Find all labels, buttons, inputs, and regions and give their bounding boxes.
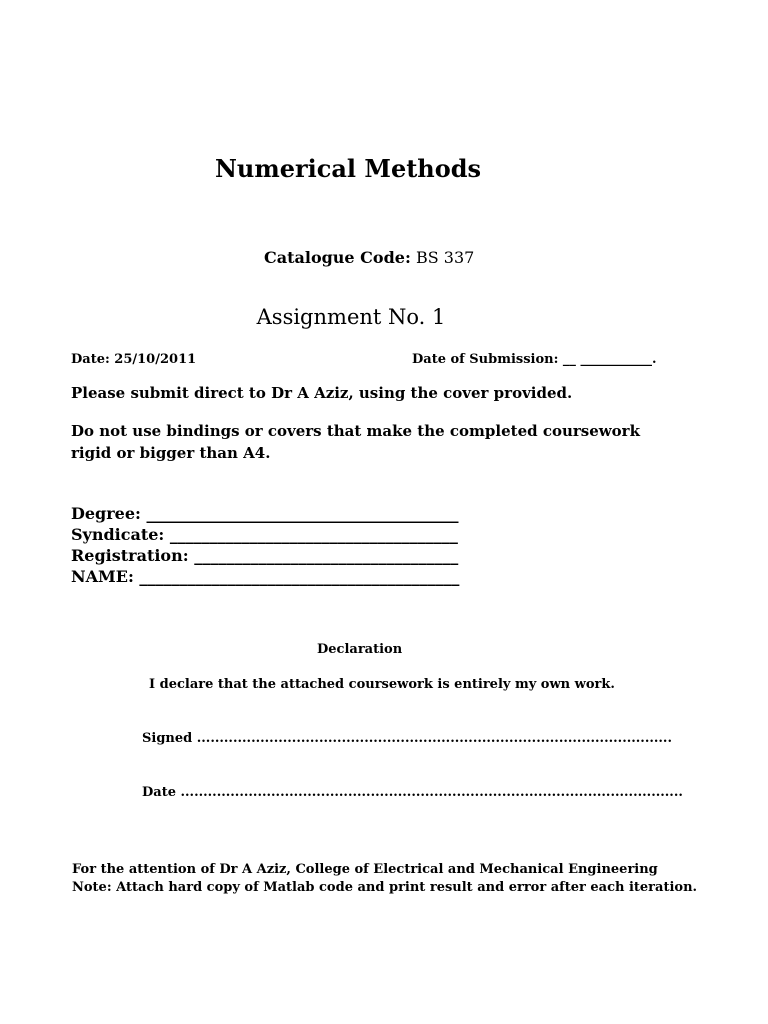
footer-attention: For the attention of Dr A Aziz, College of Electrical and Mechanical Engineering bbox=[72, 862, 658, 877]
declaration-heading: Declaration bbox=[317, 642, 403, 657]
name-field: NAME: ________________________________________ bbox=[71, 567, 460, 586]
submission-date: Date of Submission: __ ___________. bbox=[412, 352, 657, 367]
instruction-submit: Please submit direct to Dr A Aziz, using the cover provided. bbox=[71, 384, 573, 402]
document-title: Numerical Methods bbox=[214, 154, 482, 183]
registration-field: Registration: _________________________________ bbox=[71, 546, 459, 565]
catalogue-code bbox=[264, 248, 474, 267]
declaration-text: I declare that the attached coursework is entirely my own work. bbox=[149, 677, 615, 692]
signed-line: Signed ......................................................................................................... bbox=[142, 731, 672, 746]
degree-field: Degree: _______________________________________ bbox=[71, 504, 459, 523]
catalogue-code-value: BS 337 bbox=[415, 248, 475, 267]
syndicate-field: Syndicate: ____________________________________ bbox=[71, 525, 458, 544]
declaration-date-line: Date ............................................................................................................... bbox=[142, 785, 683, 800]
instruction-bindings: Do not use bindings or covers that make the completed coursework rigid or bigger than A4. bbox=[71, 422, 640, 462]
issue-date: Date: 25/10/2011 bbox=[71, 352, 197, 367]
assignment-number: Assignment No. 1 bbox=[256, 305, 446, 329]
catalogue-code-label: Catalogue Code: bbox=[264, 248, 411, 267]
footer-note: Note: Attach hard copy of Matlab code and print result and error after each iteration. bbox=[72, 880, 698, 895]
